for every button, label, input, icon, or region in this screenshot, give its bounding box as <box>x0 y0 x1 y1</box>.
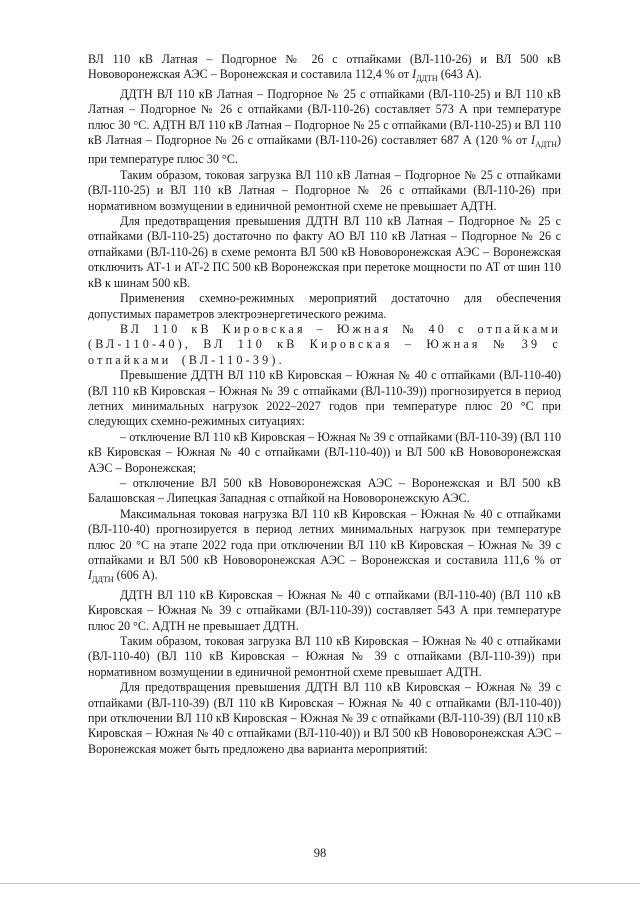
paragraph-text: ДДТН ВЛ 110 кВ Латная – Подгорное № 25 с отпайками (ВЛ-110-25) и ВЛ 110 кВ Латная – Подгорное № 26 с отпайками (ВЛ-110-26) составляет 573 А при температуре плюс 30 °С. АДТН ВЛ 110 кВ Латная – Подгорное № 25 с отпайками (ВЛ-110-25) и ВЛ 110 кВ Латная – Подгорное № 26 с отпайками (ВЛ-110-26) составляет 687 А (120 % от <box>88 86 561 148</box>
current-subscript: ДДТН <box>416 74 438 84</box>
paragraph-text: Максимальная токовая нагрузка ВЛ 110 кВ Кировская – Южная № 40 с отпайками (ВЛ-110-40) прогнозируется в период летних минимальных нагрузок при температуре плюс 20 °С на этапе 2022 года при отключении ВЛ 110 кВ Кировская – Южная № 39 с отпайками и ВЛ 500 кВ Нововоронежская АЭС – Воронежская и составила 111,6 % от <box>88 506 561 567</box>
paragraph <box>88 168 561 214</box>
paragraph-text: ДДТН ВЛ 110 кВ Кировская – Южная № 40 с отпайками (ВЛ-110-40) (ВЛ 110 кВ Кировская – Южная № 39 с отпайками (ВЛ-110-39)) составляет 543 А при температуре плюс 20 °С. АДТН не превышает ДДТН. <box>88 587 561 633</box>
page-number: 98 <box>313 846 327 860</box>
paragraph <box>88 507 561 588</box>
current-symbol: I <box>88 568 93 583</box>
paragraph <box>88 430 561 476</box>
current-symbol: I <box>412 67 417 82</box>
paragraph-text: Превышение ДДТН ВЛ 110 кВ Кировская – Южная № 40 с отпайками (ВЛ-110-40) (ВЛ 110 кВ Кировская – Южная № 39 с отпайками (ВЛ-110-39)) прогнозируется в период летних минимальных нагрузок 2022–2027 годов при температуре плюс 20 °С при следующих схемно-режимных ситуациях: <box>88 368 561 429</box>
current-symbol: I <box>531 133 536 148</box>
paragraph <box>88 680 561 757</box>
body-text <box>88 52 561 757</box>
paragraph-text: Применения схемно-режимных мероприятий достаточно для обеспечения допустимых параметров электроэнергетического режима. <box>88 291 561 321</box>
paragraph <box>88 291 561 322</box>
paragraph <box>88 476 561 507</box>
paragraph-text: Таким образом, токовая загрузка ВЛ 110 кВ Латная – Подгорное № 25 с отпайками (ВЛ-110-25) и ВЛ 110 кВ Латная – Подгорное № 26 с отпайками (ВЛ-110-26) при нормативном возмущении в единичной ремонтной схеме не превышает АДТН. <box>88 167 561 213</box>
paragraph-text: ВЛ 110 кВ Кировская – Южная № 40 с отпайками (ВЛ-110-40), ВЛ 110 кВ Кировская – Южная № 39 с отпайками (ВЛ-110-39). <box>88 321 561 367</box>
paragraph <box>88 322 561 368</box>
paragraph-text: Для предотвращения превышения ДДТН ВЛ 110 кВ Кировская – Южная № 39 с отпайками (ВЛ-110-39) (ВЛ 110 кВ Кировская – Южная № 40 с отпайками (ВЛ-110-40)) при отключении ВЛ 110 кВ Кировская – Южная № 39 с отпайками (ВЛ-110-39) (ВЛ 110 кВ Кировская – Южная № 40 с отпайками (ВЛ-110-40)) и ВЛ 500 кВ Нововоронежская АЭС – Воронежская может быть предложено два варианта мероприятий: <box>88 680 561 756</box>
paragraph <box>88 52 561 87</box>
paragraph <box>88 588 561 634</box>
paragraph-tail: (643 А). <box>437 67 482 82</box>
bottom-edge-line <box>0 883 640 884</box>
paragraph <box>88 87 561 168</box>
current-subscript: АДТН <box>535 140 557 150</box>
paragraph-text: – отключение ВЛ 500 кВ Нововоронежская АЭС – Воронежская и ВЛ 500 кВ Балашовская – Липецкая Западная с отпайкой на Нововоронежскую АЭС. <box>88 475 561 506</box>
paragraph-text: Таким образом, токовая загрузка ВЛ 110 кВ Кировская – Южная № 40 с отпайками (ВЛ-110-40) (ВЛ 110 кВ Кировская – Южная № 39 с отпайками (ВЛ-110-39)) при нормативном возмущении в единичной ремонтной схеме превышает АДТН. <box>88 634 561 679</box>
paragraph <box>88 368 561 430</box>
paragraph <box>88 214 561 291</box>
paragraph-text: Для предотвращения превышения ДДТН ВЛ 110 кВ Латная – Подгорное № 25 с отпайками (ВЛ-110-25) достаточно по факту АО ВЛ 110 кВ Латная – Подгорное № 26 с отпайками (ВЛ-110-26) в схеме ремонта ВЛ 500 кВ Нововоронежская АЭС – Воронежская отключить АТ-1 и АТ-2 ПС 500 кВ Воронежская при перетоке мощности по АТ от шин 110 кВ к шинам 500 кВ. <box>88 214 561 290</box>
paragraph-tail: ) при температуре плюс 30 °С. <box>88 133 561 167</box>
current-subscript: ДДТН <box>92 575 114 585</box>
paragraph-text: – отключение ВЛ 110 кВ Кировская – Южная № 39 с отпайками (ВЛ-110-39) (ВЛ 110 кВ Кировская – Южная № 40 с отпайками (ВЛ-110-40)) и ВЛ 500 кВ Нововоронежская АЭС – Воронежская; <box>88 429 561 475</box>
paragraph <box>88 634 561 680</box>
paragraph-tail: (606 А). <box>113 568 158 583</box>
paragraph-text: ВЛ 110 кВ Латная – Подгорное № 26 с отпайками (ВЛ-110-26) и ВЛ 500 кВ Нововоронежская АЭС – Воронежская и составила 112,4 % от <box>88 52 561 82</box>
